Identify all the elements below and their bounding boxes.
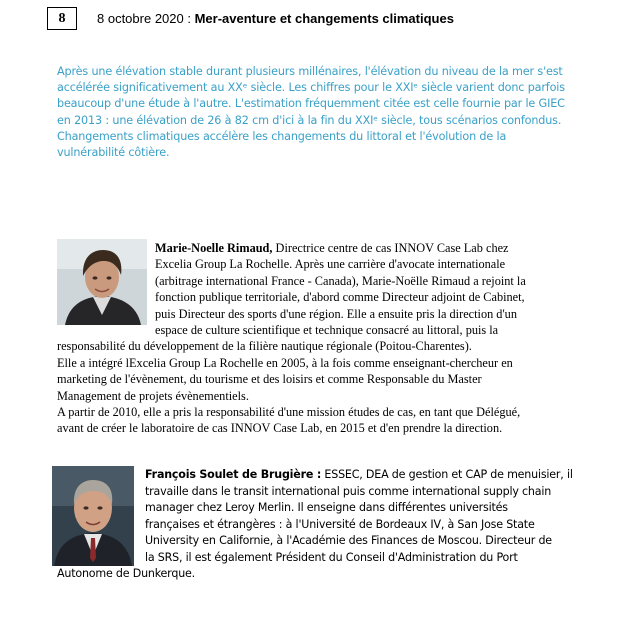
bio-line: avant de créer le laboratoire de cas INNOV Case Lab, en 2015 et d'en prendre la direction. xyxy=(57,421,503,436)
bio-line: françaises et étrangères : à l'Université de Bordeaux IV, à San Jose State xyxy=(145,517,535,531)
intro-line: Changements climatiques accélère les changements du littoral et l'évolution de la xyxy=(57,129,507,143)
bio-line: marketing de l'évènement, du tourisme et des loisirs et comme Responsable du Master xyxy=(57,372,482,387)
bio-line: travaille dans le transit international puis comme international supply chain xyxy=(145,484,552,498)
intro-line: vulnérabilité côtière. xyxy=(57,146,170,160)
bio-line: Autonome de Dunkerque. xyxy=(57,567,195,580)
intro-line: en 2013 : une élévation de 26 à 82 cm d'ici à la fin du XXIᵉ siècle, tous scénarios confondus. xyxy=(57,113,562,127)
bio-line: Elle a intégré lExcelia Group La Rochelle en 2005, à la fois comme enseignant-chercheur en xyxy=(57,355,513,370)
bio-line: puis Directeur des sports d'une région. Elle a ensuite pris la direction d'un xyxy=(155,306,517,321)
bio-line xyxy=(57,240,577,256)
bio-line: Management de projets évènementiels. xyxy=(57,388,249,403)
speaker-name: François Soulet de Brugière : xyxy=(145,468,322,481)
soulet-biography xyxy=(57,467,582,583)
bio-line: Excelia Group La Rochelle. Après une carrière d'avocate internationale xyxy=(155,257,506,272)
intro-line: accélérée significativement au XXᵉ siècle. Les chiffres pour le XXIᵉ siècle varient donc parfois xyxy=(57,81,565,95)
speaker-name: Marie-Noelle Rimaud, xyxy=(155,241,273,255)
event-header xyxy=(97,11,454,26)
page-number: 8 xyxy=(58,11,66,26)
intro-line: beaucoup d'une étude à l'autre. L'estimation fréquemment citée est celle fournie par le GIEC xyxy=(57,97,565,111)
bio-text: ESSEC, DEA de gestion et CAP de menuisier, il xyxy=(321,468,573,481)
bio-line xyxy=(57,467,582,484)
page-number-box xyxy=(47,7,77,30)
bio-line: fonction publique territoriale, d'abord comme Directeur adjoint de Cabinet, xyxy=(155,290,525,305)
bio-line: la SRS, il est également Président du Conseil d'Administration du Port xyxy=(145,550,518,564)
bio-line: A partir de 2010, elle a pris la responsabilité d'une mission études de cas, en tant que Délégué, xyxy=(57,405,521,420)
bio-line: responsabilité du développement de la filière nautique régionale (Poitou-Charentes). xyxy=(57,339,472,354)
bio-text: Directrice centre de cas INNOV Case Lab chez xyxy=(272,241,509,255)
intro-paragraph xyxy=(57,64,587,161)
bio-line: University en Californie, à l'Académie des Finances de Moscou. Directeur de xyxy=(145,534,552,547)
event-date: 8 octobre 2020 : xyxy=(97,11,195,26)
event-title: Mer-aventure et changements climatiques xyxy=(194,11,454,26)
bio-line: manager chez Leroy Merlin. Il enseigne dans différentes universités xyxy=(145,501,508,514)
intro-line: Après une élévation stable durant plusieurs millénaires, l'élévation du niveau de la mer s'est xyxy=(57,65,563,78)
rimaud-biography xyxy=(57,240,577,437)
bio-line: espace de culture scientifique et technique consacré au littoral, puis la xyxy=(155,323,499,338)
bio-line: (arbitrage international France - Canada), Marie-Noëlle Rimaud a rejoint la xyxy=(155,273,526,288)
